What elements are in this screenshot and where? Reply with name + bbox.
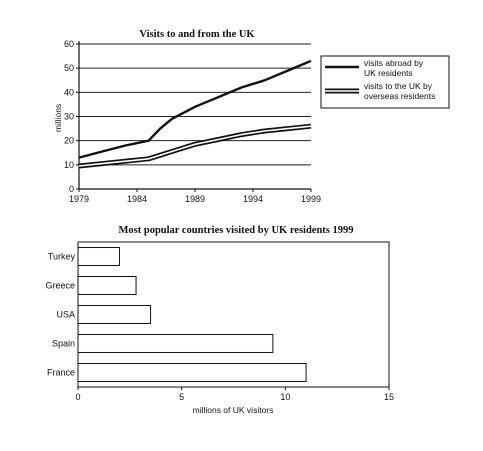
bar-usa xyxy=(78,306,151,324)
bar-chart xyxy=(45,225,394,415)
y-tick-label: 30 xyxy=(63,111,74,122)
y-tick-label: 50 xyxy=(63,63,74,74)
x-tick-label: 0 xyxy=(75,392,81,402)
y-tick-label: 0 xyxy=(68,184,74,194)
category-label-usa: USA xyxy=(56,309,75,320)
category-label-france: France xyxy=(46,367,75,378)
category-label-greece: Greece xyxy=(45,280,75,291)
legend-label-overseas-residents-line2: overseas residents xyxy=(364,91,436,101)
bar-spain xyxy=(78,335,273,353)
bar-turkey xyxy=(78,248,119,266)
y-tick-label: 60 xyxy=(63,39,74,49)
bar-chart-title: Most popular countries visited by UK residents 1999 xyxy=(118,225,354,236)
x-tick-label: 1989 xyxy=(184,194,206,204)
series-line-1-outer xyxy=(79,126,311,166)
bar-france xyxy=(78,364,306,382)
bar-chart-x-ticks xyxy=(75,387,394,402)
x-tick-label: 15 xyxy=(383,392,395,402)
line-chart-y-ticks xyxy=(64,39,79,194)
x-tick-label: 10 xyxy=(280,392,291,402)
bar-chart-x-axis-label: millions of UK visitors xyxy=(192,405,274,415)
line-chart-title: Visits to and from the UK xyxy=(139,29,255,40)
bar-greece xyxy=(78,277,136,295)
line-chart-y-axis-label: millions xyxy=(53,103,63,133)
x-tick-label: 1979 xyxy=(68,194,90,204)
legend-label-uk-residents: visits abroad by xyxy=(364,58,424,68)
x-tick-label: 1999 xyxy=(300,194,322,204)
legend-label-overseas-residents: visits to the UK by xyxy=(364,81,433,91)
y-tick-label: 20 xyxy=(63,135,74,146)
legend-label-uk-residents-line2: UK residents xyxy=(364,68,413,78)
line-chart-legend xyxy=(321,56,449,108)
bar-chart-category-labels xyxy=(45,252,75,378)
line-chart xyxy=(53,29,449,204)
x-tick-label: 1994 xyxy=(242,194,264,204)
x-tick-label: 5 xyxy=(179,392,185,402)
category-label-spain: Spain xyxy=(51,338,75,349)
y-tick-label: 40 xyxy=(63,87,74,98)
y-tick-label: 10 xyxy=(63,159,74,170)
line-chart-series xyxy=(79,61,311,166)
line-chart-x-ticks xyxy=(69,189,321,204)
x-tick-label: 1984 xyxy=(126,194,148,204)
line-chart-axes xyxy=(79,41,311,189)
category-label-turkey: Turkey xyxy=(47,251,75,262)
bar-chart-bars xyxy=(78,248,306,382)
